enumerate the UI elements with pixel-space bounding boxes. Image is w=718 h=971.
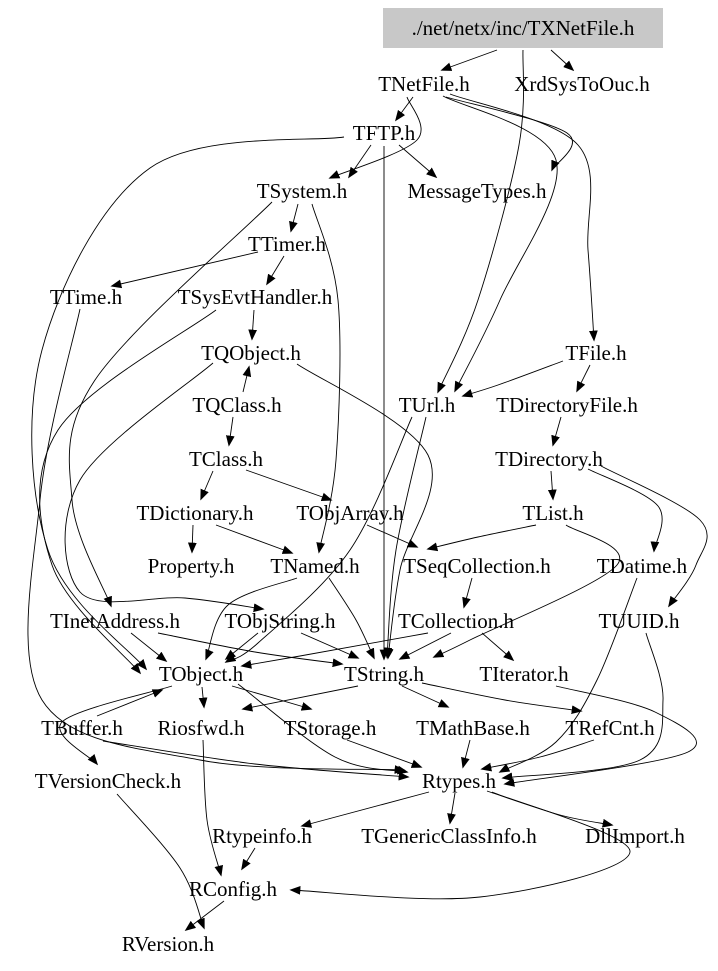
edge-TFile-to-TDirectoryFile <box>577 365 590 391</box>
node-TStorage[interactable]: TStorage.h <box>283 716 377 740</box>
node-TQClass[interactable]: TQClass.h <box>192 393 282 417</box>
node-TQObject[interactable]: TQObject.h <box>201 341 301 365</box>
edge-TSystem-to-TNamed <box>312 204 340 552</box>
node-TUrl[interactable]: TUrl.h <box>398 393 456 417</box>
edge-TNamed-to-TString <box>329 578 374 658</box>
node-DllImport[interactable]: DllImport.h <box>585 824 685 848</box>
edge-TMathBase-to-Rtypes <box>463 740 470 767</box>
node-RConfig[interactable]: RConfig.h <box>188 877 278 901</box>
edge-TDirectoryFile-to-TDirectory <box>553 417 561 445</box>
edge-TDictionary-to-TNamed <box>216 525 292 553</box>
edge-TFTP-to-TSystem <box>349 145 371 177</box>
edge-TVersionCheck-to-RVersion <box>117 794 204 928</box>
node-TSystem[interactable]: TSystem.h <box>256 179 348 203</box>
edge-TDirectory-to-TDatime <box>588 469 662 551</box>
edge-TNetFile-to-TFile <box>450 94 594 340</box>
edge-TXNetFile-to-XrdSysToOuc <box>551 50 573 70</box>
edge-TDirectory-to-TList <box>551 471 553 499</box>
node-TFTP[interactable]: TFTP.h <box>352 121 416 145</box>
edge-Rtypes-to-DllImport <box>487 791 612 825</box>
node-Rtypeinfo[interactable]: Rtypeinfo.h <box>212 824 312 848</box>
edge-RConfig-to-RVersion <box>186 901 224 930</box>
node-TNetFile[interactable]: TNetFile.h <box>378 72 470 96</box>
edges <box>28 50 707 930</box>
node-TCollection[interactable]: TCollection.h <box>397 609 515 633</box>
node-TTimer[interactable]: TTimer.h <box>248 232 326 256</box>
edge-Rtypeinfo-to-RConfig <box>242 848 255 869</box>
node-TDatime[interactable]: TDatime.h <box>596 554 688 578</box>
node-XrdSysToOuc[interactable]: XrdSysToOuc.h <box>514 72 650 96</box>
edge-Riosfwd-to-RConfig <box>203 740 221 875</box>
edge-TTime-to-Rtypes <box>28 309 404 770</box>
node-TString[interactable]: TString.h <box>344 662 424 686</box>
node-TInetAddress[interactable]: TInetAddress.h <box>49 609 181 633</box>
node-TTime[interactable]: TTime.h <box>49 285 123 309</box>
edge-TString-to-TMathBase <box>402 686 448 707</box>
node-TList[interactable]: TList.h <box>522 501 584 525</box>
edge-TList-to-TSeqCollection <box>428 525 536 549</box>
edge-TInetAddress-to-TString <box>158 633 342 664</box>
edge-TCollection-to-TIterator <box>482 633 513 660</box>
edge-TSystem-to-TTimer <box>291 204 298 231</box>
edge-TNetFile-to-TFTP <box>396 97 413 120</box>
node-Rtypes[interactable]: Rtypes.h <box>421 769 497 793</box>
edge-TStorage-to-Rtypes <box>347 740 421 767</box>
edge-TSeqCollection-to-TCollection <box>464 578 472 607</box>
edge-TQClass-to-TQObject <box>243 367 249 392</box>
edge-TUUID-to-Rtypes <box>503 633 663 778</box>
node-TIterator[interactable]: TIterator.h <box>479 662 569 686</box>
node-TFile[interactable]: TFile.h <box>565 341 627 365</box>
edge-TObject-to-Riosfwd <box>202 687 204 707</box>
nodes <box>35 8 688 956</box>
node-TObject[interactable]: TObject.h <box>158 662 244 686</box>
edge-TNetFile-to-TUrl <box>443 96 557 391</box>
node-TDirectoryFile[interactable]: TDirectoryFile.h <box>496 393 638 417</box>
node-Riosfwd[interactable]: Riosfwd.h <box>157 716 245 740</box>
edge-TList-to-TString <box>434 525 620 657</box>
edge-Rtypes-to-TGenericClassInfo <box>450 793 455 823</box>
edge-TFile-to-TUrl <box>463 361 563 396</box>
node-RVersion[interactable]: RVersion.h <box>121 932 215 956</box>
node-TClass[interactable]: TClass.h <box>188 447 264 471</box>
edge-TString-to-TRefCnt <box>422 683 581 711</box>
edge-TClass-to-TDictionary <box>201 471 213 499</box>
node-TUUID[interactable]: TUUID.h <box>598 609 680 633</box>
node-TDictionary[interactable]: TDictionary.h <box>136 501 254 525</box>
edge-TTimer-to-TTime <box>112 252 258 286</box>
edge-TObjArray-to-TSeqCollection <box>367 525 417 547</box>
edge-TQClass-to-TClass <box>229 417 233 445</box>
edge-TDirectory-to-TUUID <box>601 466 707 606</box>
edge-TSysEvtHandler-to-TQObject <box>252 310 254 339</box>
node-TObjString[interactable]: TObjString.h <box>224 609 336 633</box>
node-TBuffer[interactable]: TBuffer.h <box>41 716 123 740</box>
edge-TTimer-to-TSysEvtHandler <box>267 256 284 284</box>
edge-TClass-to-TObjArray <box>246 470 331 500</box>
edge-TInetAddress-to-TObject <box>131 633 166 661</box>
edge-TDictionary-to-Property <box>192 525 193 552</box>
node-MessageTypes[interactable]: MessageTypes.h <box>407 179 547 203</box>
node-TDirectory[interactable]: TDirectory.h <box>495 447 603 471</box>
node-TSeqCollection[interactable]: TSeqCollection.h <box>403 554 551 578</box>
edge-TBuffer-to-TObject <box>97 690 162 716</box>
node-TObjArray[interactable]: TObjArray.h <box>296 501 404 525</box>
node-TRefCnt[interactable]: TRefCnt.h <box>565 716 655 740</box>
node-TNamed[interactable]: TNamed.h <box>270 554 360 578</box>
node-Property[interactable]: Property.h <box>147 554 235 578</box>
edge-TFTP-to-TObject <box>32 137 344 669</box>
node-TSysEvtHandler[interactable]: TSysEvtHandler.h <box>177 285 333 309</box>
node-TMathBase[interactable]: TMathBase.h <box>416 716 530 740</box>
edge-TNetFile-to-MessageTypes <box>446 97 573 170</box>
node-TXNetFile[interactable]: ./net/netx/inc/TXNetFile.h <box>411 16 635 40</box>
node-TVersionCheck[interactable]: TVersionCheck.h <box>34 769 182 793</box>
node-TGenericClassInfo[interactable]: TGenericClassInfo.h <box>361 824 537 848</box>
edge-TFTP-to-MessageTypes <box>399 145 436 177</box>
edge-TXNetFile-to-TNetFile <box>442 50 497 70</box>
edge-Rtypes-to-Rtypeinfo <box>302 792 429 826</box>
